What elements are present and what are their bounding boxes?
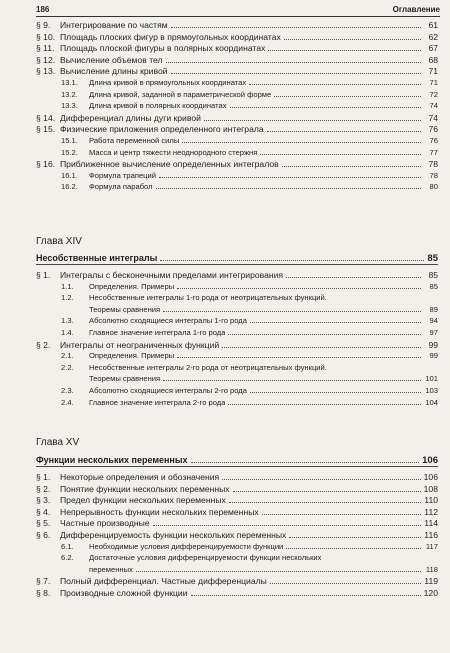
entry-number: § 14.	[36, 112, 56, 123]
toc-subentry	[36, 182, 438, 192]
entry-number: 15.2.	[61, 147, 78, 157]
chapter-14-rule	[36, 264, 438, 265]
entry-page: 119	[424, 576, 438, 587]
toc-entry	[36, 576, 438, 586]
entry-number: § 8.	[36, 588, 51, 598]
toc-subentry	[36, 328, 438, 338]
entry-title: Длина кривой в прямоугольных координатах	[89, 78, 247, 87]
toc-entry	[36, 270, 438, 280]
entry-number: 1.4.	[61, 328, 74, 337]
leader-dots	[274, 90, 421, 97]
entry-number: 2.4.	[61, 397, 74, 407]
entry-title: Формула парабол	[89, 182, 153, 192]
entry-page: 117	[425, 541, 438, 551]
entry-page: 68	[428, 54, 438, 65]
toc-subentry	[36, 553, 438, 563]
running-header	[36, 4, 440, 17]
leader-dots	[249, 78, 421, 85]
toc-entry	[36, 66, 438, 76]
entry-page: 71	[429, 78, 438, 87]
leader-dots	[159, 171, 421, 178]
entry-title: Производные сложной функции	[60, 588, 188, 598]
entry-page: 71	[428, 66, 438, 77]
entry-page: 99	[429, 351, 438, 361]
entry-page: 78	[429, 170, 438, 180]
toc-entry	[36, 495, 438, 505]
leader-dots	[267, 125, 421, 132]
toc-entry	[36, 472, 438, 482]
toc-entry	[36, 20, 438, 30]
entry-title: Определения. Примеры	[89, 281, 175, 291]
entry-number: 1.1.	[61, 281, 74, 291]
entry-page: 74	[429, 101, 438, 111]
entry-title: Приближенное вычисление определенных интегралов	[60, 159, 279, 170]
toc-entry	[36, 55, 438, 65]
leader-dots	[171, 67, 421, 74]
toc-entry	[36, 113, 438, 123]
entry-title: Длина кривой в полярных координатах	[89, 101, 227, 111]
entry-title: переменных	[89, 564, 133, 574]
entry-title: Некоторые определения и обозначения	[60, 472, 220, 482]
entry-page: 112	[424, 506, 438, 517]
toc-entry	[36, 518, 438, 528]
leader-dots	[228, 398, 421, 405]
entry-page: 108	[423, 483, 438, 494]
entry-number: § 3.	[36, 495, 51, 506]
entry-page: 99	[428, 339, 438, 350]
leader-dots	[156, 182, 421, 189]
entry-page: 89	[429, 304, 438, 314]
toc-subentry	[36, 386, 438, 396]
entry-number: § 10.	[36, 31, 56, 42]
leader-dots	[286, 542, 421, 549]
leader-dots	[191, 589, 421, 596]
entry-number: 2.1.	[61, 351, 74, 361]
leader-dots	[262, 508, 421, 515]
entry-number: § 2.	[36, 483, 51, 494]
chapter-15-title	[36, 455, 438, 466]
entry-title: Понятие функции нескольких переменных	[60, 483, 230, 494]
chapter-14-label: Глава XIV	[36, 236, 82, 247]
entry-title: Несобственные интегралы 1-го рода от неотрицательных функций.	[89, 293, 327, 303]
entry-page: 67	[428, 43, 438, 54]
entry-page: 62	[428, 31, 438, 42]
entry-page: 78	[428, 159, 438, 170]
entry-title: Необходимые условия дифференцируемости функции	[89, 541, 284, 551]
entry-page: 110	[424, 495, 438, 506]
chapter-15-rule	[36, 466, 438, 467]
entry-number: § 13.	[36, 66, 56, 77]
entry-number: 13.1.	[61, 78, 78, 87]
entry-title: Интегралы от неограниченных функций	[60, 339, 220, 350]
entry-page: 72	[429, 89, 438, 99]
toc-entry	[36, 507, 438, 517]
entry-number: 16.2.	[61, 182, 78, 192]
leader-dots	[222, 341, 421, 348]
leader-dots	[182, 136, 421, 143]
entry-number: 16.1.	[61, 170, 78, 180]
entry-title: Работа переменной силы	[89, 136, 180, 145]
entry-title: Предел функции нескольких переменных	[60, 495, 226, 506]
entry-title: Непрерывность функции нескольких переменных	[60, 506, 259, 517]
entry-number: 1.3.	[61, 316, 74, 326]
toc-subentry	[36, 542, 438, 552]
entry-page: 76	[428, 124, 438, 135]
leader-dots	[163, 374, 421, 381]
toc-subentry	[36, 171, 438, 181]
entry-title: Абсолютно сходящиеся интегралы 1-го рода	[89, 316, 247, 326]
entry-page: 114	[424, 518, 438, 529]
toc-subentry	[36, 305, 438, 315]
entry-number: § 16.	[36, 159, 56, 170]
page-number: 186	[36, 5, 50, 14]
entry-page: 77	[429, 147, 438, 157]
leader-dots	[153, 519, 421, 526]
entry-number: § 5.	[36, 518, 51, 529]
entry-number: § 6.	[36, 530, 51, 540]
entry-page: 103	[425, 386, 438, 395]
entry-page: 94	[429, 316, 438, 326]
entry-number: 6.2.	[61, 553, 74, 563]
entry-title: Теоремы сравнения	[89, 374, 161, 384]
leader-dots	[289, 531, 421, 538]
entry-number: 15.1.	[61, 136, 78, 145]
toc-entry	[36, 32, 438, 42]
leader-dots	[233, 485, 421, 492]
chapter-14-page: 85	[427, 253, 438, 264]
entry-title: Определения. Примеры	[89, 351, 175, 361]
toc-subentry	[36, 282, 438, 292]
leader-dots	[268, 44, 421, 51]
entry-number: § 1.	[36, 270, 51, 280]
entry-title: Масса и центр тяжести неоднородного стержня	[89, 147, 258, 157]
leader-dots	[191, 455, 420, 463]
leader-dots	[160, 253, 424, 261]
entry-title: Площадь плоской фигуры в полярных координатах	[60, 43, 266, 54]
leader-dots	[250, 316, 421, 323]
entry-number: § 1.	[36, 472, 51, 482]
entry-number: § 7.	[36, 576, 51, 587]
entry-number: § 15.	[36, 124, 56, 135]
toc-subentry	[36, 101, 438, 111]
leader-dots	[229, 496, 421, 503]
entry-title: Главное значение интеграла 2-го рода	[89, 397, 226, 407]
entry-title: Интегралы с бесконечными пределами интегрирования	[60, 270, 284, 280]
entry-number: 1.2.	[61, 293, 74, 303]
entry-title: Длина кривой, заданной в параметрической форме	[89, 89, 272, 99]
entry-page: 104	[425, 397, 438, 407]
entry-number: 2.3.	[61, 386, 74, 395]
leader-dots	[286, 271, 421, 278]
leader-dots	[270, 577, 421, 584]
entry-page: 106	[423, 472, 438, 482]
toc-subentry	[36, 136, 438, 146]
entry-title: Несобственные интегралы 2-го рода от неотрицательных функций.	[89, 362, 327, 372]
entry-number: 6.1.	[61, 541, 74, 551]
entry-page: 85	[429, 281, 438, 291]
toc-entry	[36, 43, 438, 53]
entry-title: Вычисление длины кривой	[60, 66, 168, 77]
toc-subentry	[36, 351, 438, 361]
entry-page: 76	[429, 136, 438, 145]
leader-dots	[136, 565, 421, 572]
leader-dots	[222, 473, 420, 480]
toc-subentry	[36, 363, 438, 373]
leader-dots	[230, 101, 421, 108]
chapter-14-title	[36, 253, 438, 264]
toc-subentry	[36, 148, 438, 158]
leader-dots	[163, 305, 421, 312]
toc-subentry	[36, 293, 438, 303]
leader-dots	[177, 351, 421, 358]
entry-title: Площадь плоских фигур в прямоугольных координатах	[60, 31, 281, 42]
chapter-15-page: 106	[422, 455, 438, 466]
toc-subentry	[36, 374, 438, 384]
toc-entry	[36, 588, 438, 598]
entry-title: Интегрирование по частям	[60, 20, 168, 30]
entry-page: 80	[429, 182, 438, 192]
entry-title: Физические приложения определенного интеграла	[60, 124, 264, 135]
toc-entry	[36, 530, 438, 540]
entry-title: Достаточные условия дифференцируемости функции нескольких	[89, 553, 322, 563]
leader-dots	[177, 282, 421, 289]
chapter-15-label: Глава XV	[36, 437, 80, 448]
entry-title: Частные производные	[60, 518, 150, 529]
chapter-14-title-text: Несобственные интегралы	[36, 253, 158, 263]
entry-title: Полный дифференциал. Частные дифференциалы	[60, 576, 267, 587]
leader-dots	[228, 328, 421, 335]
entry-title: Теоремы сравнения	[89, 304, 161, 314]
toc-entry	[36, 340, 438, 350]
entry-page: 74	[428, 112, 438, 123]
entry-page: 118	[425, 564, 438, 574]
toc-subentry	[36, 565, 438, 575]
toc-subentry	[36, 78, 438, 88]
entry-title: Главное значение интеграла 1-го рода	[89, 328, 226, 337]
toc-subentry	[36, 90, 438, 100]
leader-dots	[284, 33, 421, 40]
toc-entry	[36, 159, 438, 169]
entry-number: § 2.	[36, 339, 51, 350]
entry-page: 97	[429, 328, 438, 337]
running-title: Оглавление	[392, 5, 440, 14]
entry-title: Формула трапеций	[89, 170, 157, 180]
leader-dots	[166, 56, 421, 63]
toc-subentry	[36, 316, 438, 326]
toc-entry	[36, 124, 438, 134]
entry-page: 101	[425, 374, 438, 384]
leader-dots	[204, 114, 421, 121]
entry-number: 13.2.	[61, 89, 78, 99]
leader-dots	[282, 160, 421, 167]
leader-dots	[250, 386, 421, 393]
entry-title: Дифференцируемость функции нескольких переменных	[60, 530, 287, 540]
entry-number: § 11.	[36, 43, 55, 54]
toc-entry	[36, 484, 438, 494]
entry-page: 61	[428, 20, 438, 30]
entry-title: Абсолютно сходящиеся интегралы 2-го рода	[89, 386, 247, 395]
leader-dots	[260, 148, 421, 155]
entry-number: § 12.	[36, 54, 56, 65]
leader-dots	[171, 21, 421, 28]
entry-number: 13.3.	[61, 101, 78, 111]
entry-title: Вычисление объемов тел	[60, 54, 163, 65]
entry-number: § 4.	[36, 506, 51, 517]
entry-page: 116	[424, 530, 438, 540]
entry-number: § 9.	[36, 20, 51, 30]
toc-subentry	[36, 398, 438, 408]
entry-title: Дифференциал длины дуги кривой	[60, 112, 201, 123]
entry-page: 85	[428, 270, 438, 280]
entry-page: 120	[423, 588, 438, 598]
chapter-15-title-text: Функции нескольких переменных	[36, 455, 188, 465]
entry-number: 2.2.	[61, 362, 74, 372]
